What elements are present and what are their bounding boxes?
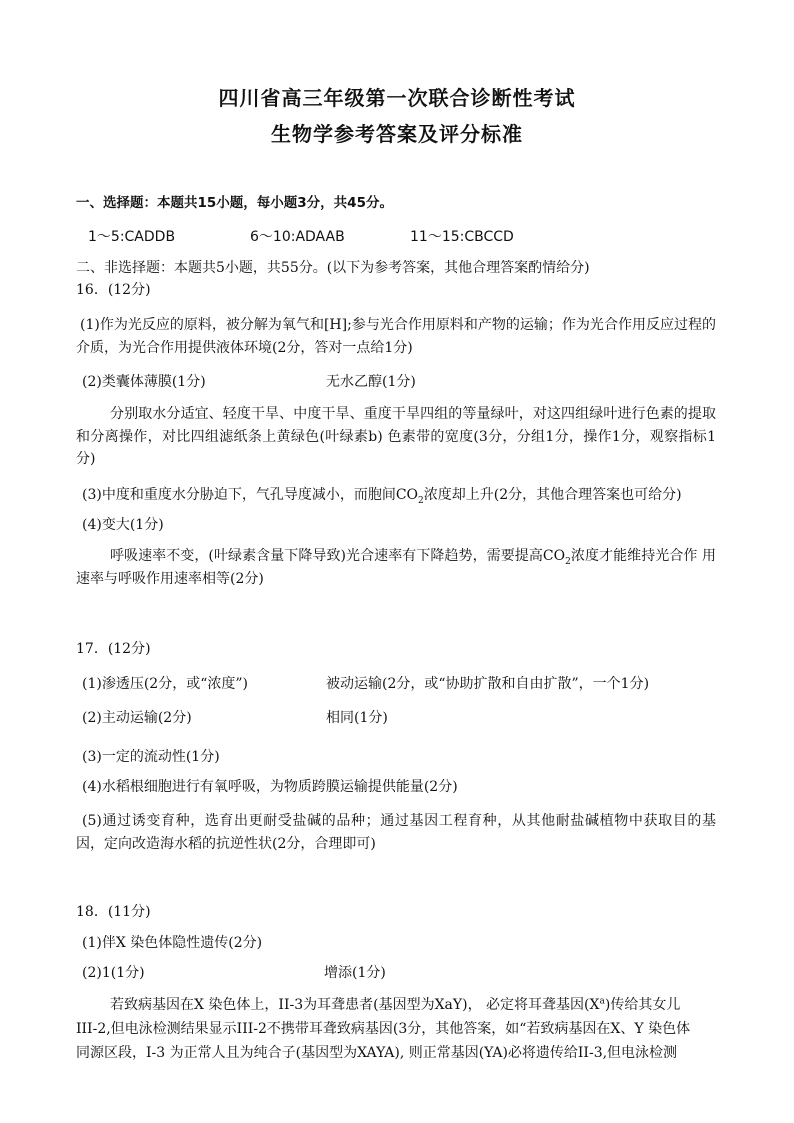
document-title: 四川省高三年级第一次联合诊断性考试 [218, 86, 576, 110]
q16-answer-1: (1)作为光反应的原料，被分解为氧气和[H];参与光合作用原料和产物的运输；作为光合作用反应过程的介质，为光合作用提供液体环境(2分，答对一点给1分) [76, 317, 716, 356]
mc-answers-6-10: 6～10:ADAAB [250, 229, 345, 245]
q16-header: 16．(12分) [76, 282, 151, 298]
q17-answer-5: (5)通过诱变育种，选育出更耐受盐碱的品种；通过基因工程育种，从其他耐盐碱植物中获取目的基因，定向改造海水稻的抗逆性状(2分，合理即可) [76, 813, 716, 852]
q18-paragraph-line-3: 同源区段，I-3 为正常人且为纯合子(基因型为XAYA), 则正常基因(YA)必将遗传给II-3,但电泳检测 [76, 1045, 678, 1061]
mc-answers-1-5: 1～5:CADDB [88, 229, 176, 245]
q17-answer-1-left: (1)渗透压(2分，或“浓度”) [82, 676, 248, 692]
q18-answer-2-left: (2)1(1分) [82, 965, 145, 981]
q18-answer-2-right: 增添(1分) [324, 965, 386, 981]
q16-answer-2-paragraph: 分别取水分适宜、轻度干旱、中度干旱、重度干旱四组的等量绿叶，对这四组绿叶进行色素的提取和分离操作，对比四组滤纸条上黄绿色(叶绿素b) 色素带的宽度(3分，分组1分，操作1分，观察指标1分) [76, 406, 716, 467]
q18-paragraph-line-1: 若致病基因在X 染色体上，II-3为耳聋患者(基因型为XaY)， 必定将耳聋基因$(X^a)$传给其女儿 [110, 996, 681, 1013]
q17-answer-3: (3)一定的流动性(1分) [82, 749, 220, 765]
q16-answer-4-paragraph: 呼吸速率不变，(叶绿素含量下降导致)光合速率有下降趋势，需要提高$CO_2$浓度才能维持光合作 用速率与呼吸作用速率相等(2分) [76, 548, 716, 587]
q18-paragraph-line-2: III-2,但电泳检测结果显示III-2不携带耳聋致病基因(3分，其他答案，如“若致病基因在X、Y 染色体 [76, 1021, 691, 1037]
q17-header: 17．(12分) [76, 641, 151, 657]
q18-answer-1: (1)伴X 染色体隐性遗传(2分) [82, 935, 263, 951]
q17-answer-2-left: (2)主动运输(2分) [82, 710, 192, 726]
q16-answer-2-right: 无水乙醇(1分) [326, 374, 416, 390]
q16-answer-3: (3)中度和重度水分胁迫下，气孔导度减小，而胞间$CO_2$浓度却上升(2分，其他合理答案也可给分) [82, 487, 682, 506]
section2-heading: 二、非选择题：本题共5小题，共55分。(以下为参考答案，其他合理答案酌情给分) [76, 260, 590, 276]
q16-answer-4: (4)变大(1分) [82, 517, 164, 533]
q17-answer-1-right: 被动运输(2分，或“协助扩散和自由扩散”，一个1分) [326, 676, 650, 692]
q17-answer-2-right: 相同(1分) [326, 710, 388, 726]
q18-header: 18．(11分) [76, 904, 151, 920]
document-subtitle: 生物学参考答案及评分标准 [271, 122, 523, 146]
q16-answer-2-left: (2)类囊体薄膜(1分) [82, 374, 206, 390]
mc-answers-11-15: 11～15:CBCCD [410, 229, 514, 245]
section1-heading: 一、选择题：本题共15小题，每小题3分，共45分。 [76, 195, 393, 211]
q17-answer-4: (4)水稻根细胞进行有氧呼吸，为物质跨膜运输提供能量(2分) [82, 779, 458, 795]
